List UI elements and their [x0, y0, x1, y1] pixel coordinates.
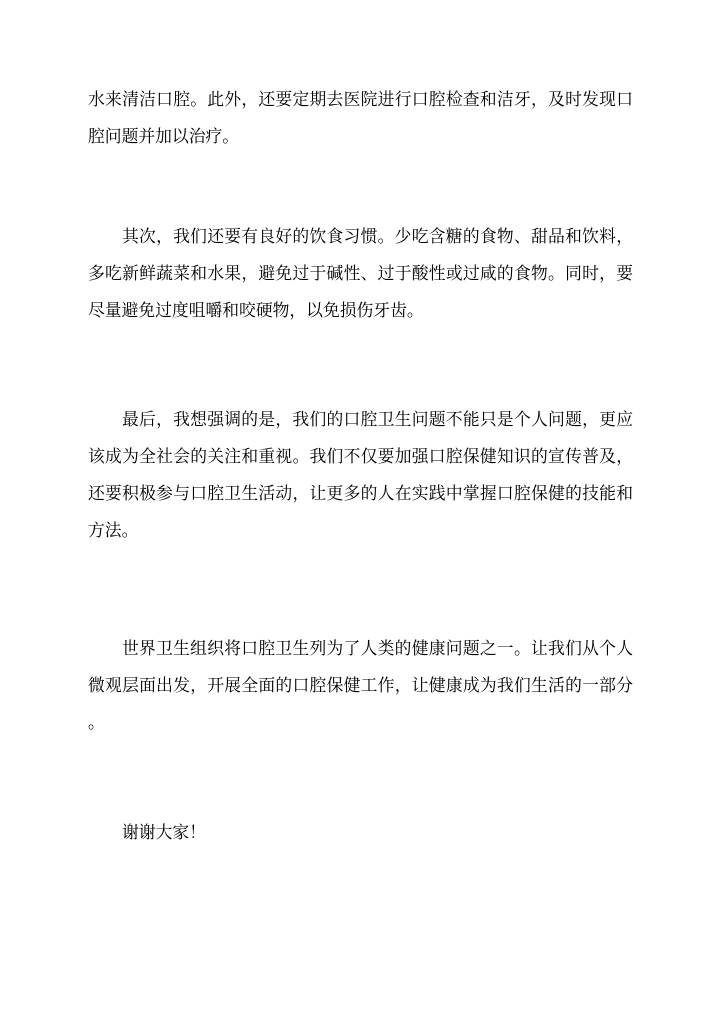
paragraph-line: 多吃新鲜蔬菜和水果，避免过于碱性、过于酸性或过咸的食物。同时，要: [88, 263, 633, 283]
paragraph-line: 。: [88, 712, 105, 732]
paragraph-line: 水来清洁口腔。此外，还要定期去医院进行口腔检查和洁牙，及时发现口: [88, 89, 633, 109]
paragraph-line: 方法。: [88, 520, 139, 540]
paragraph-line: 该成为全社会的关注和重视。我们不仅要加强口腔保健知识的宣传普及，: [88, 446, 633, 466]
paragraph-line: 腔问题并加以治疗。: [88, 126, 240, 146]
closing-paragraph: [88, 814, 633, 851]
paragraph-line: 最后，我想强调的是，我们的口腔卫生问题不能只是个人问题，更应: [122, 409, 633, 429]
paragraph-line: 还要积极参与口腔卫生活动，让更多的人在实践中掌握口腔保健的技能和: [88, 483, 633, 503]
paragraph-3: [88, 401, 633, 549]
paragraph-line: 其次，我们还要有良好的饮食习惯。少吃含糖的食物、甜品和饮料，: [122, 226, 633, 246]
paragraph-line: 微观层面出发，开展全面的口腔保健工作，让健康成为我们生活的一部分: [88, 675, 633, 695]
paragraph-4: [88, 630, 633, 741]
paragraph-line: 世界卫生组织将口腔卫生列为了人类的健康问题之一。让我们从个人: [122, 638, 633, 658]
paragraph-2: [88, 218, 633, 329]
paragraph-line: 尽量避免过度咀嚼和咬硬物，以免损伤牙齿。: [88, 300, 424, 320]
paragraph-1: [88, 81, 633, 155]
closing-line: 谢谢大家！: [122, 822, 206, 842]
